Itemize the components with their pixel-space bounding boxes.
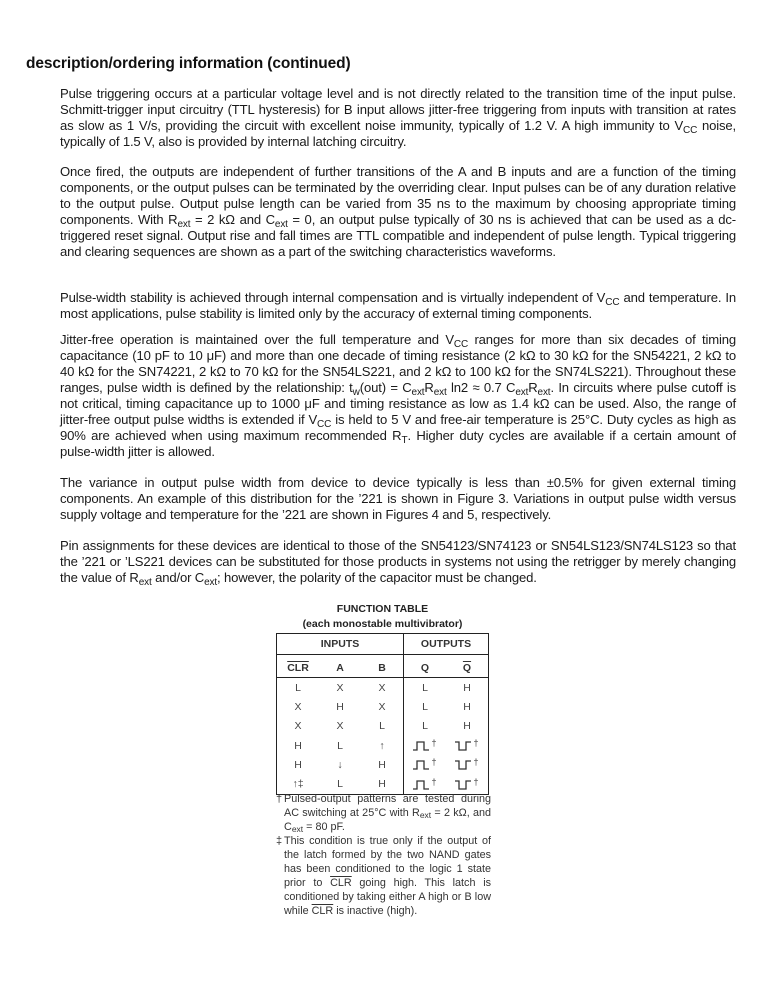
col-q: Q (404, 655, 447, 678)
paragraph-pulse-width-stability: Pulse-width stability is achieved through internal compensation and is virtually independent of $V_{CC}$ and temperature. In most applications, pulse stability is limited only by the accuracy of external timing components. (60, 290, 736, 321)
table-row: H L ↑ † † (277, 736, 489, 755)
col-clr: $\overline{CLR}$ (287, 662, 309, 674)
positive-pulse-icon (413, 741, 429, 751)
paragraph-pulse-triggering: Pulse triggering occurs at a particular voltage level and is not directly related to the transition time of the input pulse. Schmitt-trigger input circuitry (TTL hysteresis) for B input allows jitter-free triggering from inputs with transition at rates as slow as 1 V/s, providing the circuit with excellent noise immunity, typically of 1.2 V. A high immunity to $V_{CC}$ noise, typically of 1.5 V, also is provided by internal latching circuitry. (60, 86, 736, 149)
paragraph-pin-assignments: Pin assignments for these devices are identical to those of the SN54123/SN74123 or SN54LS123/SN74LS123 so that the ’221 or ’LS221 devices can be substituted for those products in systems not using the retrigger by merely changing the value of $R_{ext}$ and/or $C_{ext}$; however, the polarity of the capacitor must be changed. (60, 538, 736, 588)
negative-pulse-icon (455, 760, 471, 770)
table-row: X X L L H (277, 717, 489, 736)
positive-pulse-icon (413, 780, 429, 790)
table-row: X H X L H (277, 697, 489, 716)
positive-pulse-icon (413, 760, 429, 770)
footnote-dagger: † Pulsed-output patterns are tested during AC switching at 25°C with $R_{ext} = 2$ kΩ, and $C_{ext} = 80$ pF. (276, 793, 491, 834)
col-qbar: $\overline{Q}$ (462, 662, 472, 674)
paragraph-variance: The variance in output pulse width from device to device typically is less than ±0.5% for given external timing components. An example of this distribution for the ’221 is shown in Figure 3. Variations in output pulse width versus supply voltage and temperature for the ’221 are shown in Figures 4 and 5, respectively. (60, 475, 736, 522)
function-table-subtitle: (each monostable multivibrator) (302, 618, 463, 630)
table-row: L X X L H (277, 678, 489, 698)
paragraph-jitter-free-operation: Jitter-free operation is maintained over the full temperature and $V_{CC}$ ranges for more than six decades of timing capacitance (10 pF to 10 μF) and more than one decade of timing resistance (2 kΩ to 30 kΩ for the SN54221, 2 kΩ to 40 kΩ for the SN74221, 2 kΩ to 70 kΩ for the SN54LS221, and 2 kΩ to 100 kΩ for the SN74LS221). Throughout these ranges, pulse width is defined by the relationship: $t_w(out) = C_{ext}R_{ext}$ ln2 ≈ 0.7 $C_{ext}R_{ext}$. In circuits where pulse cutoff is not critical, timing capacitance up to 1000 μF and timing resistance as low as 1.4 kΩ can be used. Also, the range of jitter-free output pulse widths is extended if $V_{CC}$ is held to 5 V and free-air temperature is 25°C. Duty cycles as high as 90% are achieved when using maximum recommended $R_T$. Higher duty cycles are available if a certain amount of pulse-width jitter is allowed. (60, 332, 737, 459)
inputs-header: INPUTS (277, 634, 404, 655)
footnote-double-dagger: ‡ This condition is true only if the output of the latch formed by the two NAND gates has been conditioned to the logic 1 state prior to $\overline{CLR}$ going high. This latch is conditioned by taking either A high or B low while $\overline{CLR}$ is inactive (high). (276, 835, 491, 917)
col-a: A (319, 655, 361, 678)
table-row: ↑‡ L H † † (277, 774, 489, 794)
paragraph-once-fired: Once fired, the outputs are independent of further transitions of the A and B inputs and are a function of the timing components, or the output pulses can be terminated by the overriding clear. Input pulses can be of any duration relative to the output pulse. Output pulse length can be varied from 35 ns to the maximum by choosing appropriate timing components. With $R_{ext} = 2$ kΩ and $C_{ext} = 0$, an output pulse typically of 30 ns is achieved that can be used as a dc-triggered reset signal. Output rise and fall times are TTL compatible and independent of pulse length. Typical triggering and clearing sequences are shown as a part of the switching characteristics waveforms. (60, 164, 736, 259)
function-table (276, 633, 489, 795)
dagger-mark: † (276, 793, 283, 805)
outputs-header: OUTPUTS (404, 634, 489, 655)
table-row: H ↓ H † † (277, 755, 489, 774)
function-table-title: FUNCTION TABLE (336, 603, 429, 615)
col-b: B (361, 655, 404, 678)
negative-pulse-icon (455, 780, 471, 790)
double-dagger-mark: ‡ (276, 835, 283, 847)
negative-pulse-icon (455, 741, 471, 751)
section-heading: description/ordering information (continued) (26, 55, 351, 72)
